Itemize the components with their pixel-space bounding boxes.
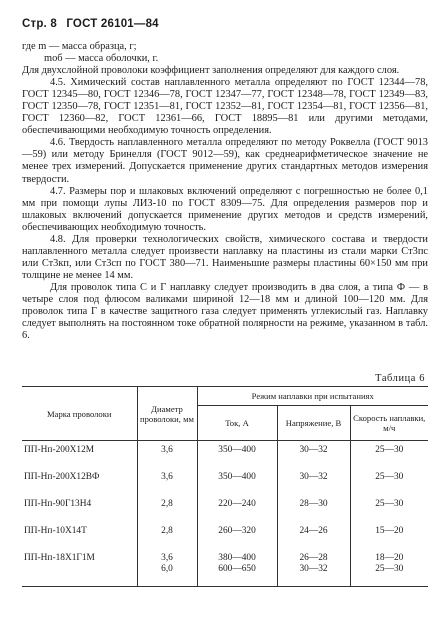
col-header-diameter: Диаметр проволоки, мм (137, 387, 197, 441)
body-text (22, 41, 428, 342)
cell-diameter: 3,6 (137, 441, 197, 469)
cell-speed-value: 25—30 (375, 564, 404, 574)
cell-voltage: 24—26 (277, 522, 350, 549)
col-header-brand: Марка проволоки (22, 387, 137, 441)
cell-diameter: 2,8 (137, 495, 197, 522)
cell-voltage-value: 26—28 (299, 553, 328, 563)
standard-code: ГОСТ 26101—84 (66, 18, 159, 30)
cell-diameter (137, 549, 197, 587)
cell-diameter-value: 6,0 (161, 564, 173, 574)
page-number: Стр. 8 (22, 18, 57, 30)
cell-speed (350, 549, 428, 587)
cell-voltage: 30—32 (277, 468, 350, 495)
cell-speed: 25—30 (350, 495, 428, 522)
paragraph-surfacing-mode: Для проволок типа С и Г наплавку следует производить в два слоя, а типа Ф — в четыре слоя под флюсом валиками шириной 12—18 мм и длиной 100—120 мм. Для проволок типа Г в качестве защитного газа следует применять углекислый газ. Наплавку следует выполнять на постоянном токе обратной полярности на режиме, указанном в табл. 6. (22, 281, 428, 342)
cell-brand: ПП-Нп-200Х12М (22, 441, 137, 469)
table-row (22, 522, 428, 549)
col-header-voltage: Напряжение, В (277, 406, 350, 441)
cell-current: 220—240 (197, 495, 277, 522)
cell-voltage: 28—30 (277, 495, 350, 522)
col-header-speed: Скорость наплавки, м/ч (350, 406, 428, 441)
cell-speed: 15—20 (350, 522, 428, 549)
table-title: Таблица 6 (375, 373, 425, 384)
cell-current: 350—400 (197, 441, 277, 469)
cell-voltage-value: 30—32 (299, 564, 328, 574)
table-row (22, 441, 428, 469)
page-header (22, 18, 165, 30)
cell-voltage (277, 549, 350, 587)
table-row (22, 495, 428, 522)
cell-diameter-value: 3,6 (161, 553, 173, 563)
paragraph-4-8: 4.8. Для проверки технологических свойств, химического состава и твердости наплавленного металла следует произвести наплавку на пластины из стали марки Ст3пс или Ст3кп, или Ст3сп по ГОСТ 380—71. Наименьшие размеры пластины 60×150 мм при толщине не менее 14 мм. (22, 233, 428, 281)
cell-speed: 25—30 (350, 441, 428, 469)
cell-current: 260—320 (197, 522, 277, 549)
paragraph-4-6: 4.6. Твердость наплавленного металла определяют по методу Роквелла (ГОСТ 9013—59) или методу Бринелля (ГОСТ 9012—59), как среднеарифметическое значение не менее трех измерений. Допускается применение других стандартных методов измерения твердости. (22, 137, 428, 185)
paragraph-two-layer: Для двухслойной проволоки коэффициент заполнения определяют для каждого слоя. (22, 65, 400, 77)
table-row (22, 468, 428, 495)
formula-legend-mass: где m — масса образца, г; (22, 41, 137, 52)
paragraph-4-7: 4.7. Размеры пор и шлаковых включений определяют с погрешностью не более 0,1 мм при помощи лупы ЛИЗ-10 по ГОСТ 8309—75. Для определения размеров пор и шлаковых включений допускается применение других методов и средств измерений, обеспечивающих необходимую точность. (22, 185, 428, 233)
cell-diameter: 2,8 (137, 522, 197, 549)
cell-current-value: 380—400 (218, 553, 256, 563)
col-header-current: Ток, А (197, 406, 277, 441)
cell-brand: ПП-Нп-90Г13Н4 (22, 495, 137, 522)
table-row (22, 549, 428, 587)
cell-current: 350—400 (197, 468, 277, 495)
col-header-mode-group: Режим наплавки при испытаниях (197, 387, 428, 406)
cell-current-value: 600—650 (218, 564, 256, 574)
cell-brand: ПП-Нп-18Х1Г1М (22, 549, 137, 587)
surfacing-mode-table (22, 386, 428, 587)
cell-speed-value: 18—20 (375, 553, 404, 563)
formula-legend-shell-mass: mоб — масса оболочки, г. (44, 53, 159, 65)
cell-current (197, 549, 277, 587)
cell-diameter: 3,6 (137, 468, 197, 495)
cell-speed: 25—30 (350, 468, 428, 495)
paragraph-4-5: 4.5. Химический состав наплавленного металла определяют по ГОСТ 12344—78, ГОСТ 12345—80, ГОСТ 12346—78, ГОСТ 12347—77, ГОСТ 12348—78, ГОСТ 12349—83, ГОСТ 12350—78, ГОСТ 12351—81, ГОСТ 12352—81, ГОСТ 12354—81, ГОСТ 12356—81, ГОСТ 12360—82, ГОСТ 12361—66, ГОСТ 18895—81 или другими методами, обеспечивающими необходимую точность определения. (22, 77, 428, 137)
cell-voltage: 30—32 (277, 441, 350, 469)
cell-brand: ПП-Нп-200Х12ВФ (22, 468, 137, 495)
cell-brand: ПП-Нп-10Х14Т (22, 522, 137, 549)
